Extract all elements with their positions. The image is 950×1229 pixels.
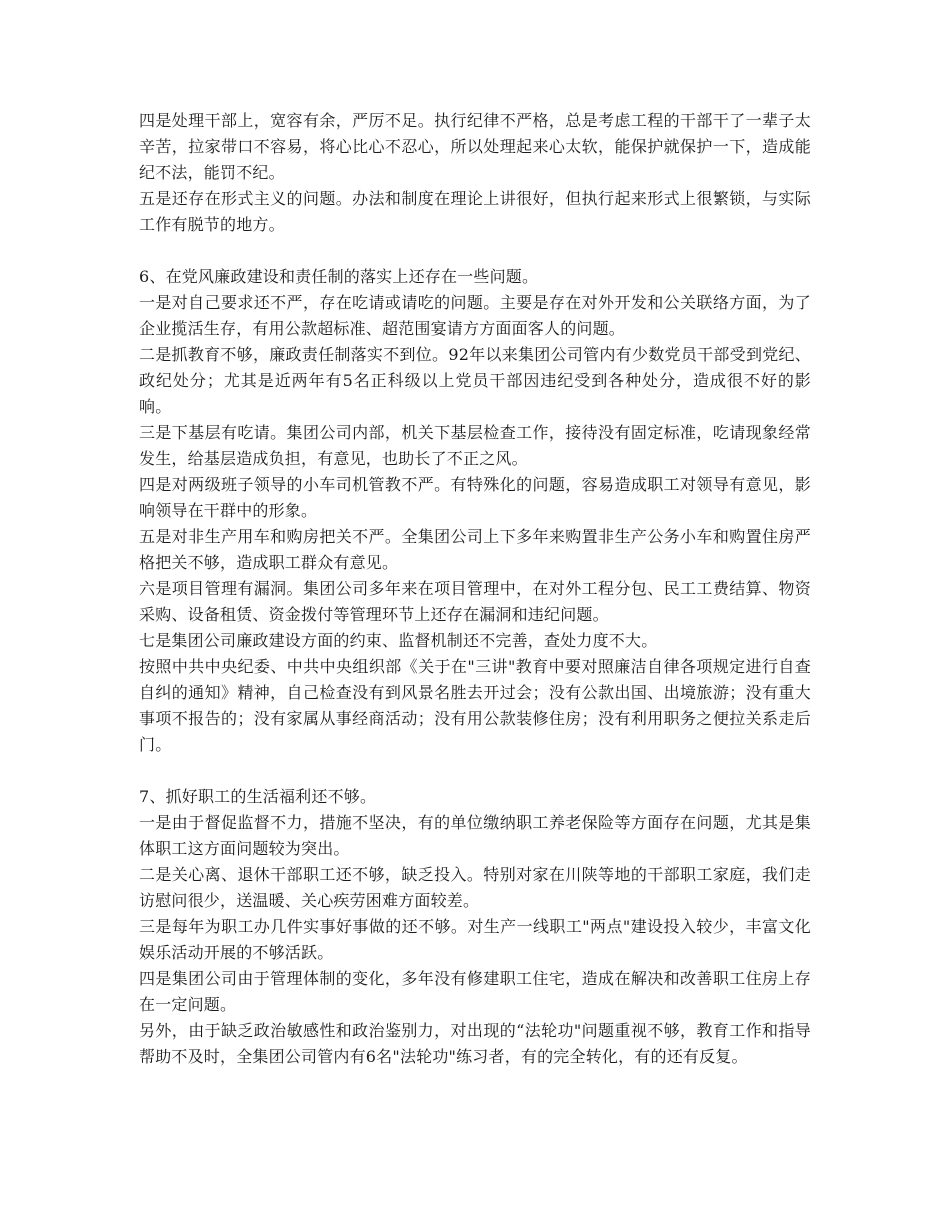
- paragraph-section7-item4: 四是集团公司由于管理体制的变化，多年没有修建职工住宅，造成在解决和改善职工住房上存在一定问题。: [139, 969, 811, 1014]
- paragraph-gap: [139, 758, 811, 784]
- section6-heading: 6、在党风廉政建设和责任制的落实上还存在一些问题。: [139, 267, 539, 286]
- section7-heading: 7、抓好职工的生活福利还不够。: [139, 787, 377, 806]
- paragraph-section7-item3: 三是每年为职工办几件实事好事做的还不够。对生产一线职工"两点"建设投入较少，丰富文化娱乐活动开展的不够活跃。: [139, 917, 811, 962]
- paragraph-section7-item1: 一是由于督促监督不力，措施不坚决，有的单位缴纳职工养老保险等方面存在问题，尤其是集体职工这方面问题较为突出。: [139, 813, 811, 858]
- paragraph-gap: [139, 238, 811, 264]
- document-page: [139, 108, 811, 1070]
- paragraph-section5-item4: 四是处理干部上，宽容有余，严厉不足。执行纪律不严格，总是考虑工程的干部干了一辈子太辛苦，拉家带口不容易，将心比心不忍心，所以处理起来心太软，能保护就保护一下，造成能纪不法，能罚不纪。: [139, 111, 811, 182]
- paragraph-section6-item5: 五是对非生产用车和购房把关不严。全集团公司上下多年来购置非生产公务小车和购置住房严格把关不够，造成职工群众有意见。: [139, 527, 811, 572]
- paragraph-section6-item7: 七是集团公司廉政建设方面的约束、监督机制还不完善，查处力度不大。: [139, 631, 658, 650]
- paragraph-section7-item2: 二是关心离、退休干部职工还不够，缺乏投入。特别对家在川陕等地的干部职工家庭，我们走访慰问很少，送温暖、关心疾劳困难方面较差。: [139, 865, 811, 910]
- paragraph-section6-item6: 六是项目管理有漏洞。集团公司多年来在项目管理中，在对外工程分包、民工工费结算、物资采购、设备租赁、资金拨付等管理环节上还存在漏洞和违纪问题。: [139, 579, 811, 624]
- paragraph-section6-summary: 按照中共中央纪委、中共中央组织部《关于在"三讲"教育中要对照廉洁自律各项规定进行自查自纠的通知》精神，自己检查没有到风景名胜去开过会；没有公款出国、出境旅游；没有重大事项不报告的；没有家属从事经商活动；没有用公款装修住房；没有利用职务之便拉关系走后门。: [139, 657, 811, 754]
- paragraph-section6-item4: 四是对两级班子领导的小车司机管教不严。有特殊化的问题，容易造成职工对领导有意见，影响领导在干群中的形象。: [139, 475, 811, 520]
- paragraph-section7-additional: 另外，由于缺乏政治敏感性和政治鉴别力，对出现的“法轮功"问题重视不够，教育工作和指导帮助不及时，全集团公司管内有6名"法轮功"练习者，有的完全转化，有的还有反复。: [139, 1021, 811, 1066]
- paragraph-section6-item3: 三是下基层有吃请。集团公司内部，机关下基层检查工作，接待没有固定标准，吃请现象经常发生，给基层造成负担，有意见，也助长了不正之风。: [139, 423, 811, 468]
- paragraph-section6-item2: 二是抓教育不够，廉政责任制落实不到位。92年以来集团公司管内有少数党员干部受到党纪、政纪处分；尤其是近两年有5名正科级以上党员干部因违纪受到各种处分，造成很不好的影响。: [139, 345, 811, 416]
- paragraph-section5-item5: 五是还存在形式主义的问题。办法和制度在理论上讲很好，但执行起来形式上很繁锁，与实际工作有脱节的地方。: [139, 189, 811, 234]
- paragraph-section6-item1: 一是对自己要求还不严，存在吃请或请吃的问题。主要是存在对外开发和公关联络方面，为了企业揽活生存，有用公款超标准、超范围宴请方方面面客人的问题。: [139, 293, 811, 338]
